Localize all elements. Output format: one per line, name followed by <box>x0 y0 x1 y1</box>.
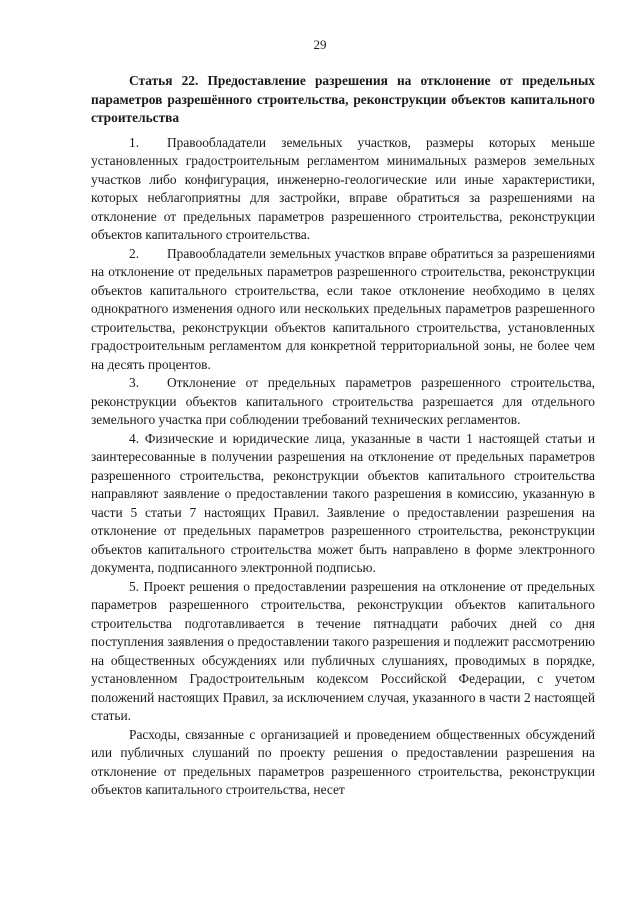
page-number: 29 <box>313 37 327 52</box>
paragraph-4: 4. Физические и юридические лица, указанные в части 1 настоящей статьи и заинтересованные в получении разрешения на отклонение от предельных параметров разрешенного строительства, реконструкции объектов капитального строительства направляют заявление о предоставлении такого разрешения в комиссию, указанную в части 5 статьи 7 настоящих Правил. Заявление о предоставлении разрешения на отклонение от предельных параметров разрешенного строительства, реконструкции объектов капитального строительства может быть направлено в форме электронного документа, подписанного электронной подписью. <box>91 430 595 575</box>
paragraph-number: 2. <box>129 245 140 261</box>
paragraph-text: Правообладатели земельных участков, размеры которых меньше установленных градостроительным регламентом минимальных размеров земельных участков либо конфигурация, инженерно-геологические или иные характеристики, которых неблагоприятны для застройки, вправе обратиться за разрешениями на отклонение от предельных параметров разрешенного строительства, реконструкции объектов капитального строительства. <box>91 134 595 242</box>
paragraph-text: Отклонение от предельных параметров разрешенного строительства, реконструкции объектов капитального строительства разрешается для отдельного земельного участка при соблюдении требований технических регламентов. <box>91 375 595 427</box>
paragraph-number: 3. <box>129 375 140 390</box>
paragraph-1 <box>91 134 595 245</box>
paragraph-number: 1. <box>129 134 140 150</box>
paragraph-text: Правообладатели земельных участков вправе обратиться за разрешениями на отклонение от предельных параметров разрешенного строительства, реконструкции объектов капитального строительства, если такое отклонение необходимо в целях однократного изменения одного или нескольких предельных параметров разрешенного строительства, реконструкции объектов капитального строительства, установленных градостроительным регламентом для конкретной территориальной зоны, не более чем на десять процентов. <box>91 245 595 372</box>
document-body <box>91 72 595 800</box>
paragraph-5: 5. Проект решения о предоставлении разрешения на отклонение от предельных параметров разрешенного строительства, реконструкции объектов капитального строительства подготавливается в течение пятнадцати рабочих дней со дня поступления заявления о предоставлении такого разрешения и подлежит рассмотрению на общественных обсуждениях или публичных слушаниях, проводимых в порядке, установленном Градостроительным кодексом Российской Федерации, с учетом положений настоящих Правил, за исключением случая, указанного в части 2 настоящей статьи. <box>91 578 595 723</box>
paragraph-3 <box>91 374 595 430</box>
paragraph-expenses: Расходы, связанные с организацией и проведением общественных обсуждений или публичных слушаний по проекту решения о предоставлении разрешения на отклонение от предельных параметров разрешенного строительства, реконструкции объектов капитального строительства, несет <box>91 726 595 797</box>
paragraph-2 <box>91 245 595 375</box>
article-title: Статья 22. Предоставление разрешения на отклонение от предельных параметров разрешённого строительства, реконструкции объектов капитального строительства <box>91 73 595 125</box>
